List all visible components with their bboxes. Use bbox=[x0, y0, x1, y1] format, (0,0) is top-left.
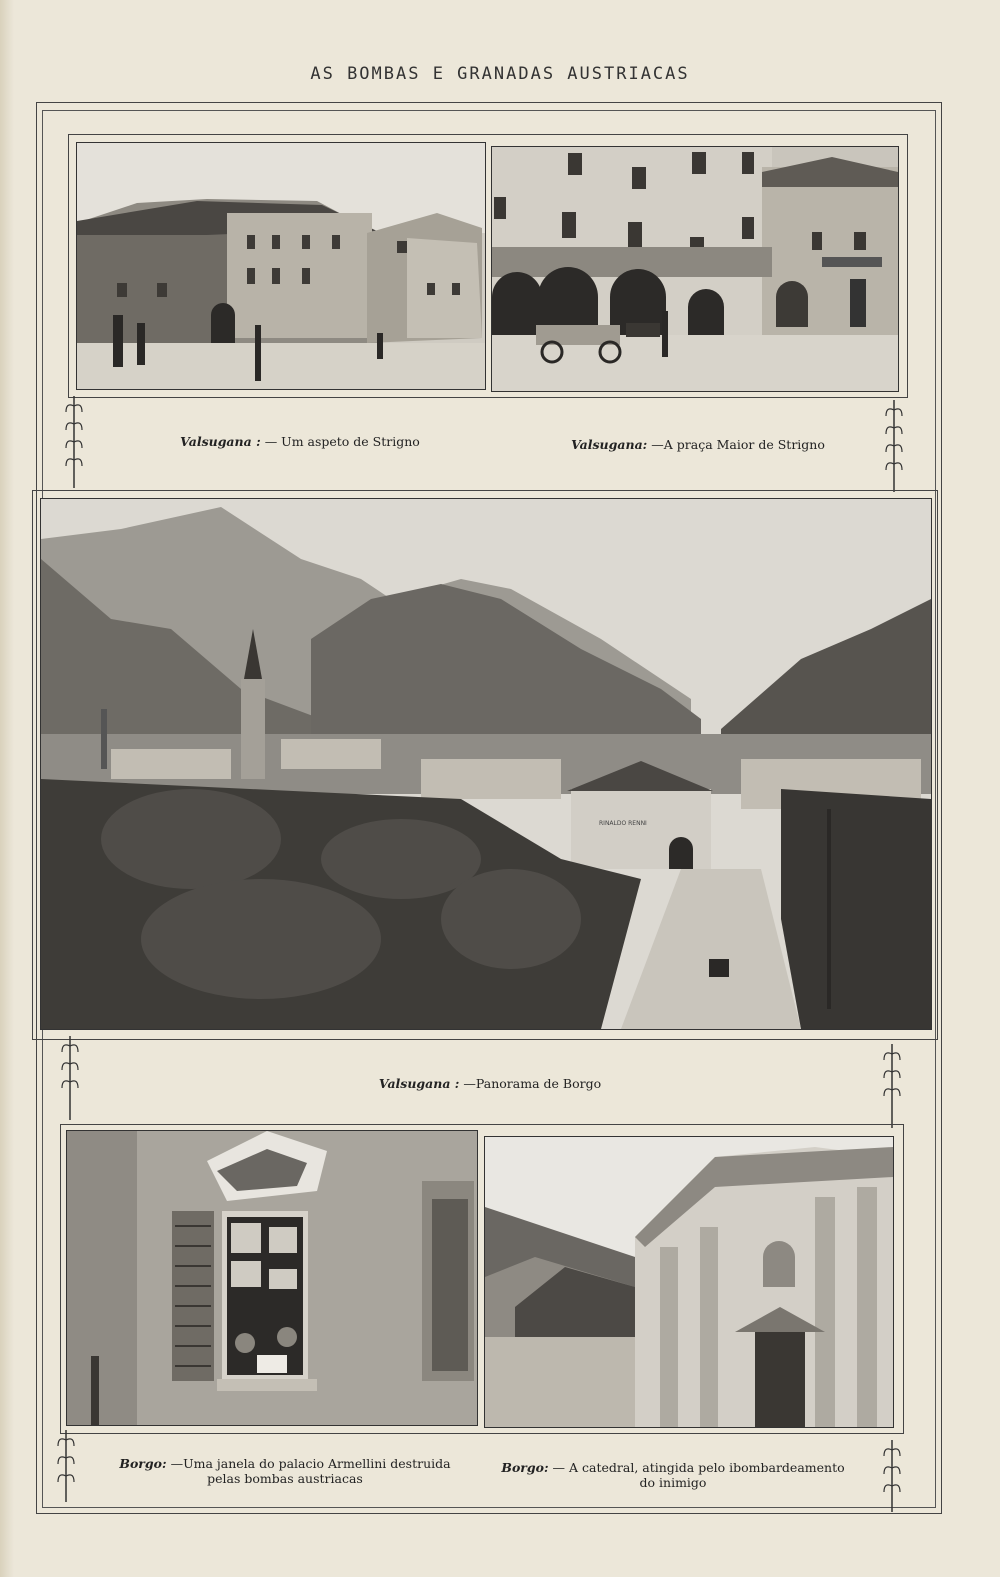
caption-place: Valsugana : bbox=[378, 1076, 460, 1091]
page-title: AS BOMBAS E GRANADAS AUSTRIACAS bbox=[310, 64, 690, 84]
wheat-ornament-icon bbox=[884, 400, 904, 492]
caption-text: —A praça Maior de Strigno bbox=[651, 437, 825, 452]
caption-text: —Uma janela do palacio Armellini destruida bbox=[170, 1456, 451, 1471]
caption-strigno-aspect bbox=[150, 434, 450, 449]
caption-place: Borgo: bbox=[119, 1456, 167, 1471]
caption-strigno-square bbox=[548, 437, 848, 452]
caption-place: Valsugana: bbox=[571, 437, 648, 452]
caption-text: —Panorama de Borgo bbox=[463, 1076, 602, 1091]
caption-place: Valsugana : bbox=[180, 434, 261, 449]
wheat-ornament-icon bbox=[882, 1440, 902, 1512]
photo-strigno-aspect bbox=[76, 142, 486, 390]
page-gutter bbox=[0, 0, 14, 1577]
shop-sign-text: RINALDO RENNI bbox=[599, 820, 647, 827]
caption-text: — A catedral, atingida pelo ibombardeamento bbox=[552, 1460, 845, 1475]
wheat-ornament-icon bbox=[56, 1430, 76, 1502]
caption-borgo-cathedral bbox=[488, 1460, 858, 1490]
photo-strigno-square bbox=[491, 146, 899, 392]
wheat-ornament-icon bbox=[64, 396, 84, 488]
wheat-ornament-icon bbox=[60, 1036, 80, 1120]
caption-borgo-panorama bbox=[330, 1076, 650, 1091]
caption-armellini-window bbox=[100, 1456, 470, 1486]
photo-borgo-panorama bbox=[40, 498, 932, 1030]
photo-armellini-window bbox=[66, 1130, 478, 1426]
photo-borgo-cathedral bbox=[484, 1136, 894, 1428]
wheat-ornament-icon bbox=[882, 1044, 902, 1128]
caption-place: Borgo: bbox=[501, 1460, 549, 1475]
caption-text-line2: do inimigo bbox=[639, 1475, 707, 1490]
caption-text: — Um aspeto de Strigno bbox=[264, 434, 420, 449]
caption-text-line2: pelas bombas austriacas bbox=[207, 1471, 363, 1486]
